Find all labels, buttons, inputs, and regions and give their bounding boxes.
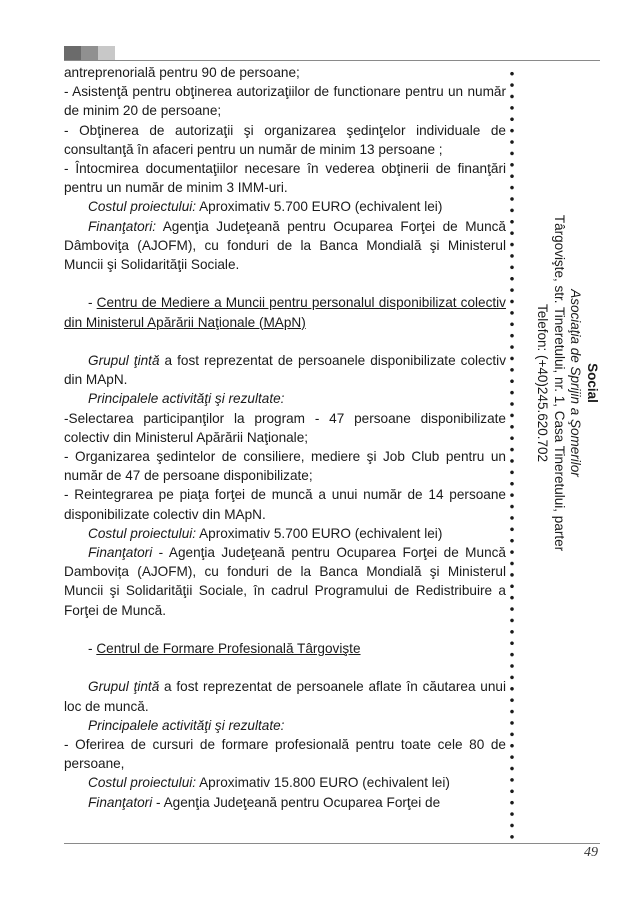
cost-value: Aproximativ 15.800 EURO (echivalent lei) xyxy=(196,775,450,791)
activities-label: Principalele activităţi şi rezultate: xyxy=(88,717,285,733)
activities-heading xyxy=(64,389,506,408)
funders-label: Finanţatori: xyxy=(88,218,157,234)
sidebar-address: Târgovişte, str. Tineretului, nr. 1, Casa Tineretului, parter xyxy=(552,214,567,552)
spacer xyxy=(64,274,506,293)
spacer xyxy=(64,658,506,677)
section-heading xyxy=(64,293,506,331)
funders xyxy=(64,793,506,812)
section-dash: - xyxy=(88,295,97,311)
target-value: a fost reprezentat de persoanele aflate în căutarea unui loc de muncă. xyxy=(64,679,506,714)
funders xyxy=(64,217,506,275)
funders-value: - Agenţia Judeţeană pentru Ocuparea Forţei de Muncă Dambovița (AJOFM), cu fonduri de la Banca Mondială şi Ministerul Muncii şi Solidarităţii Sociale, în cadrul Programului de Redistribuire a Forţei de Muncă. xyxy=(64,545,506,618)
target-value: a fost reprezentat de persoanele disponibilizate colectiv din MApN. xyxy=(64,353,506,388)
target-label: Grupul ţintă xyxy=(88,679,160,695)
funders-value: Agenţia Judeţeană pentru Ocuparea Forţei de Muncă Dâmboviţa (AJOFM), cu fonduri de la Banca Mondială şi Ministerul Muncii şi Solidarităţii Sociale. xyxy=(64,218,506,273)
funders-value: - Agenţia Judeţeană pentru Ocuparea Forţei de xyxy=(152,794,441,810)
funders-label: Finanţatori xyxy=(88,545,153,561)
project-cost xyxy=(64,524,506,543)
cost-label: Costul proiectului: xyxy=(88,525,197,541)
spacer xyxy=(64,332,506,351)
section-heading xyxy=(64,639,506,658)
cost-label: Costul proiectului: xyxy=(88,199,197,215)
activity-item: - Oferirea de cursuri de formare profesională pentru toate cele 80 de persoane, xyxy=(64,737,506,772)
funders-label: Finanţatori xyxy=(88,794,153,810)
header-decoration xyxy=(64,46,600,61)
activity-item: - Reintegrarea pe piaţa forţei de muncă a unui număr de 14 persoane disponibilizate colectiv din MApN. xyxy=(64,487,506,522)
project-cost xyxy=(64,773,506,792)
paragraph: antreprenorială pentru 90 de persoane; xyxy=(64,65,300,80)
activity-item: - Organizarea şedintelor de consiliere, mediere şi Job Club pentru un număr de 47 de persoane disponibilizate; xyxy=(64,449,506,484)
target-group xyxy=(64,677,506,715)
sidebar-rotated-text xyxy=(518,68,600,698)
target-group xyxy=(64,351,506,389)
activity-item: -Selectarea participanţilor la program - 47 persoane disponibilizate colectiv din Ministerul Apărării Naţionale; xyxy=(64,410,506,445)
body-text xyxy=(64,63,506,812)
spacer xyxy=(64,620,506,639)
paragraph: - Întocmirea documentaţiilor necesare în vederea obţinerii de finanţări pentru un număr de minim 3 IMM-uri. xyxy=(64,161,506,196)
activities-label: Principalele activităţi şi rezultate: xyxy=(88,391,285,407)
sidebar-phone: Telefon: (+40)245.620.702 xyxy=(535,304,551,462)
section-title: Centrul de Formare Profesională Târgovişte xyxy=(96,641,361,657)
sidebar-heading: Social xyxy=(585,363,600,403)
dotted-separator xyxy=(509,68,515,840)
project-cost xyxy=(64,197,506,216)
paragraph: - Asistenţă pentru obţinerea autorizaţiilor de functionare pentru un număr de minim 20 de persoane; xyxy=(64,84,506,119)
cost-value: Aproximativ 5.700 EURO (echivalent lei) xyxy=(196,525,443,541)
header-block-dark xyxy=(64,46,81,61)
header-rule xyxy=(64,60,600,61)
paragraph: - Obţinerea de autorizaţii şi organizarea şedinţelor individuale de consultanţă în afaceri pentru un număr de minim 13 persoane ; xyxy=(64,122,506,157)
section-dash: - xyxy=(88,641,97,657)
header-block-mid xyxy=(81,46,98,61)
page-number: 49 xyxy=(584,845,598,860)
footer-rule xyxy=(64,843,600,844)
sidebar-organization: Asociaţia de Sprijin a Şomerilor xyxy=(568,289,584,477)
header-block-light xyxy=(98,46,115,61)
funders xyxy=(64,543,506,620)
section-title: Centru de Mediere a Muncii pentru personalul disponibilizat colectiv din Ministerul Apărării Naţionale (MApN) xyxy=(64,295,506,330)
cost-value: Aproximativ 5.700 EURO (echivalent lei) xyxy=(196,199,443,215)
sidebar xyxy=(518,68,600,698)
cost-label: Costul proiectului: xyxy=(88,775,197,791)
activities-heading xyxy=(64,716,506,735)
target-label: Grupul ţintă xyxy=(88,353,160,369)
